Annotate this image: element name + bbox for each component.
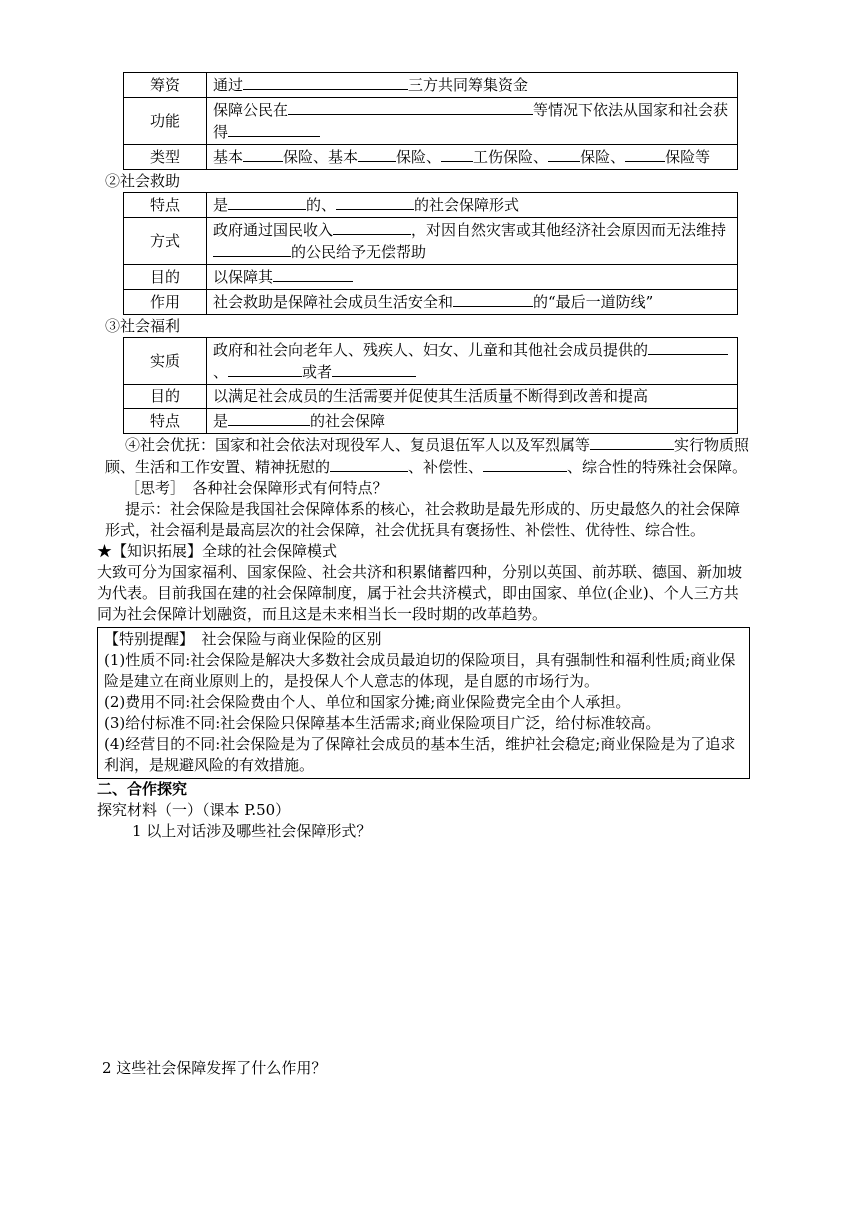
fill-blank[interactable] [333,219,411,235]
fill-blank[interactable] [288,99,533,115]
knowledge-extension-title: ★【知识拓展】全球的社会保障模式 [97,542,338,560]
think-hint: 提示：社会保险是我国社会保障体系的核心，社会救助是最先形成的、历史最悠久的社会保障形式，社会福利是最高层次的社会保障，社会优抚具有褒扬性、补偿性、优待性、综合性。 [105,500,741,539]
reminder-item: (4)经营目的不同:社会保险是为了保障社会成员的基本生活，维护社会稳定;商业保险是为了追求利润，是规避风险的有效措施。 [104,735,736,774]
row-label: 作用 [124,290,207,315]
row-label: 目的 [124,385,207,409]
row-content: 以保障其 [207,265,738,290]
fill-blank[interactable] [590,434,674,450]
fill-blank[interactable] [441,146,473,162]
row-label: 目的 [124,265,207,290]
row-label: 实质 [124,338,207,385]
fill-blank[interactable] [358,146,396,162]
row-content: 政府和社会向老年人、残疾人、妇女、儿童和其他社会成员提供的、 或者 [207,338,738,385]
material-label: 探究材料（一）（课本 P.50） [97,801,291,819]
row-label: 方式 [124,218,207,265]
table-row [124,265,738,290]
row-label: 特点 [124,409,207,434]
fill-blank[interactable] [243,146,283,162]
fill-blank[interactable] [228,121,320,137]
row-content: 以满足社会成员的生活需要并促使其生活质量不断得到改善和提高 [207,385,738,409]
table-row [124,98,738,145]
row-content: 是 的社会保障 [207,409,738,434]
fill-blank[interactable] [228,361,302,377]
row-content: 通过 三方共同筹集资金 [207,73,738,98]
social-welfare-table [123,337,738,434]
fill-blank[interactable] [228,194,306,210]
section-heading: ②社会救助 [105,172,181,190]
row-content: 基本 保险、基本 保险、 工伤保险、 保险、 保险等 [207,145,738,170]
reminder-item: (1)性质不同:社会保险是解决大多数社会成员最迫切的保险项目，具有强制性和福利性质;商业保险是建立在商业原则上的，是投保人个人意志的体现，是自愿的市场行为。 [104,651,736,690]
fill-blank[interactable] [243,74,408,90]
social-insurance-table [123,72,738,170]
row-label: 类型 [124,145,207,170]
fill-blank[interactable] [273,266,353,282]
fill-blank[interactable] [625,146,665,162]
fill-blank[interactable] [228,410,310,426]
row-content: 社会救助是保障社会成员生活安全和 的“最后一道防线” [207,290,738,315]
reminder-item: (3)给付标准不同:社会保险只保障基本生活需求;商业保险项目广泛，给付标准较高。 [104,714,661,732]
document-page [97,72,750,1079]
row-content: 是 的、 的社会保障形式 [207,193,738,218]
knowledge-extension-body: 大致可分为国家福利、国家保险、社会共济和积累储蓄四种，分别以英国、前苏联、德国、新加坡为代表。目前我国在建的社会保障制度，属于社会共济模式，即由国家、单位(企业)、个人三方共同为社会保障计划融资，而且这是未来相当长一段时期的改革趋势。 [97,563,743,623]
part2-heading: 二、合作探究 [97,780,188,798]
think-question: ［思考］ 各种社会保障形式有何特点？ [125,479,388,497]
answer-space[interactable] [105,842,750,1058]
row-label: 功能 [124,98,207,145]
table-row [124,145,738,170]
row-content: 保障公民在 等情况下依法从国家和社会获得 [207,98,738,145]
fill-blank[interactable] [483,456,567,472]
row-content: 政府通过国民收入 ，对因自然灾害或其他经济社会原因而无法维持的公民给予无偿帮助 [207,218,738,265]
fill-blank[interactable] [336,194,414,210]
special-reminder-box [97,627,750,779]
fill-blank[interactable] [648,339,728,355]
reminder-title: 【特别提醒】 社会保险与商业保险的区别 [104,630,382,648]
row-label: 特点 [124,193,207,218]
fill-blank[interactable] [213,241,291,257]
question-1: 1 以上对话涉及哪些社会保障形式？ [132,822,372,840]
reminder-item: (2)费用不同:社会保险费由个人、单位和国家分摊;商业保险费完全由个人承担。 [104,693,631,711]
table-row [124,73,738,98]
social-assistance-table [123,192,738,315]
table-row [124,385,738,409]
fill-blank[interactable] [332,361,416,377]
social-care-paragraph: ④社会优抚：国家和社会依法对现役军人、复员退伍军人以及军烈属等 实行物质照顾、生活和工作安置、精神抚慰的 、补偿性、 、综合性的特殊社会保障。 [105,436,750,476]
table-row [124,290,738,315]
table-row [124,218,738,265]
row-label: 筹资 [124,73,207,98]
table-row [124,338,738,385]
table-row [124,193,738,218]
question-2: 2 这些社会保障发挥了什么作用？ [102,1059,327,1077]
fill-blank[interactable] [330,456,408,472]
section-heading: ③社会福利 [105,317,181,335]
table-row [124,409,738,434]
fill-blank[interactable] [453,291,533,307]
fill-blank[interactable] [548,146,580,162]
